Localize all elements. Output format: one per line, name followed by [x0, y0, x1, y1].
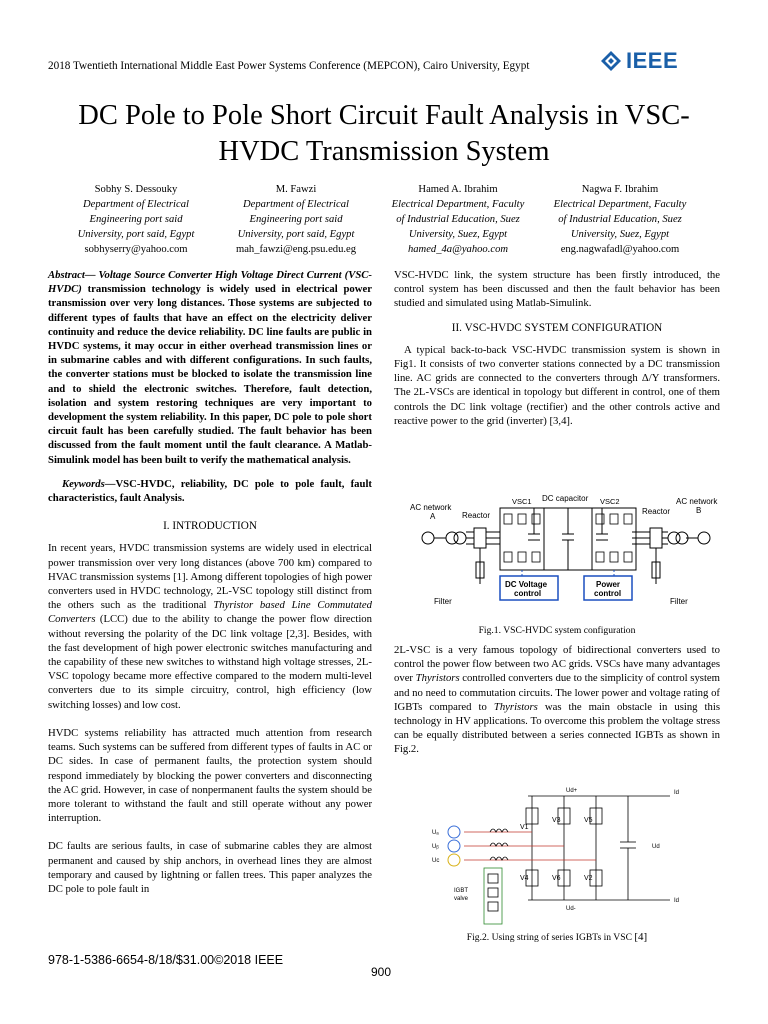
reactor-right-label: Reactor	[642, 507, 671, 516]
reactor-left-icon	[474, 528, 486, 548]
author-affiliation: University, Suez, Egypt	[570, 229, 670, 240]
reactor-left-label: Reactor	[462, 511, 491, 520]
italic-term: Thyristors	[493, 700, 538, 713]
author-email: eng.nagwafadl@yahoo.com	[560, 244, 680, 255]
intro-paragraph-1	[48, 541, 372, 711]
author-affiliation: Department of Electrical	[83, 199, 189, 210]
author-affiliation: Electrical Department, Faculty	[553, 199, 687, 210]
author-affiliation: of Industrial Education, Suez	[396, 214, 520, 225]
right-paragraph-continued: VSC-HVDC link, the system structure has been firstly introduced, the control system has been discussed and then the fault behavior has been studied and simulated using Matlab-Simulink.	[394, 269, 720, 310]
fig2-caption-ref: [4]	[634, 931, 648, 943]
igbt-valve-label: valve	[454, 896, 469, 902]
paper-title	[20, 98, 748, 170]
author-block-3	[370, 182, 546, 257]
switch-v1-label: V1	[520, 824, 529, 831]
abstract-body: transmission technology is widely used in electrical power transmission over very long distances. Those systems are subjected to different types of faults that have an effect on the electricity deliver continuity and reduce the device reliability. DC line faults are public in HVDC systems, it may occur in either overhead transmission lines or in submarine cables and with different configurations. In such faults, the converter stations must be blocked to isolate the transmission line and to shield the electronic switches. Therefore, fault detection, isolation and system restoring techniques are very important to development the system reliability. In this paper, DC pole to pole short circuit fault has been carefully studied. The fault behavior has been discussed from the fault moment until the fault clearance. A Matlab- Simulink model has been built to verify the mathematical analysis.	[48, 283, 372, 466]
fig1-vsc-hvdc-diagram	[404, 492, 730, 616]
igbt-paragraph	[394, 643, 720, 757]
keywords-label: Keywords	[62, 477, 105, 490]
dc-voltage-label: Ud	[652, 844, 660, 850]
intro-italic-term: Thyristor based Line Commutated Converters	[48, 599, 372, 626]
author-block-4	[532, 182, 708, 257]
ac-source-b-icon	[448, 840, 460, 852]
intro-text: In recent years, HVDC transmission systems are widely used in electrical power transmission over very long distances (above 700 km) compared to HVAC transmission systems [1]. Among different topologies of high power converters used in HVDC technology, 2L-VSC topology still distinct from the others such as the traditional	[48, 542, 372, 612]
fig2-series-igbt-diagram	[424, 782, 686, 928]
paragraph-text: was the main obstacle in using this technology in HV applications. To overcome this problem the voltage stress can be equally distributed between a series connected IGBTs as shown in Fig.2.	[394, 700, 720, 756]
page-number: 900	[371, 965, 392, 979]
ieee-logo	[600, 48, 678, 74]
author-name: M. Fawzi	[275, 184, 317, 195]
intro-paragraph-3: DC faults are serious faults, in case of submarine cables they are almost permanent and caused by ship anchors, in overhead lines they are almost temporary and caused by lightning or fallen trees. This paper analyzes the DC pole to pole fault in	[48, 840, 372, 895]
ac-source-right-icon	[698, 532, 710, 544]
keywords	[48, 477, 372, 505]
intro-text: (LCC) due to the ability to change the power flow direction without reversing the polarity of the DC link voltage [2,3]. Besides, with the fast development of high power electronic switches manufacturing and the capability of these new switches to withstand high voltage stresses, 2L-VSC topology became more effective compared to the modern multi-level converters due to its simple circuitry, control, high efficiency (low switching losses) and low cost.	[48, 613, 372, 711]
ac-source-a-icon	[448, 826, 460, 838]
dc-voltage-control-label: DC Voltage	[505, 580, 548, 589]
author-affiliation: Engineering port said	[249, 214, 343, 225]
fig2-caption	[394, 931, 720, 943]
section-heading-configuration: II. VSC-HVDC SYSTEM CONFIGURATION	[451, 321, 663, 334]
author-affiliation: of Industrial Education, Suez	[558, 214, 682, 225]
author-affiliation: Engineering port said	[89, 214, 183, 225]
paragraph-text: controlled converters due to the simplicity of control system and no need to commutation circuits. The lower power and voltage rating of IGBTs compared to	[394, 672, 720, 713]
author-block-1	[48, 182, 224, 257]
author-email: sobhyserry@yahoo.com	[84, 244, 188, 255]
author-affiliation: Electrical Department, Faculty	[391, 199, 525, 210]
ac-source-c-icon	[448, 854, 460, 866]
dc-capacitor-label: DC capacitor	[542, 494, 589, 503]
switch-v3-label: V3	[552, 817, 561, 824]
dc-current-top-label: Id	[674, 790, 680, 796]
author-affiliation: Department of Electrical	[243, 199, 349, 210]
vsc1-bridge	[500, 508, 544, 570]
switch-v5-label: V5	[584, 817, 593, 824]
filter-right-label: Filter	[670, 597, 688, 606]
author-affiliation: University, port said, Egypt	[237, 229, 355, 240]
ieee-logo-text: IEEE	[626, 48, 679, 73]
switch-v2-label: V2	[584, 875, 593, 882]
right-column-top	[394, 268, 720, 428]
italic-term: Thyristors	[415, 672, 460, 685]
section-heading-introduction: I. INTRODUCTION	[163, 520, 257, 533]
phase-a-label: Uₐ	[432, 830, 439, 836]
left-column	[48, 268, 372, 896]
fig2-caption-text: Fig.2. Using string of series IGBTs in VSC	[466, 932, 635, 943]
switch-v6-label: V6	[552, 875, 561, 882]
reactor-right-icon	[650, 528, 662, 548]
author-name: Sobhy S. Dessouky	[94, 184, 178, 195]
author-name: Hamed A. Ibrahim	[418, 184, 498, 195]
keywords-body: —VSC-HVDC, reliability, DC pole to pole fault, fault characteristics, fault Analysis.	[48, 477, 372, 505]
ac-network-b-letter: B	[696, 506, 702, 515]
author-email: mah_fawzi@eng.psu.edu.eg	[235, 244, 357, 255]
ac-source-left-icon	[422, 532, 434, 544]
power-control-label: Power	[596, 580, 621, 589]
ac-network-a-label: AC network	[410, 503, 452, 512]
author-affiliation: University, port said, Egypt	[77, 229, 195, 240]
ieee-diamond-icon	[600, 50, 622, 72]
dc-positive-label: Ud+	[566, 788, 578, 794]
author-block-2	[208, 182, 384, 257]
dc-voltage-control-label-2: control	[514, 589, 542, 598]
abstract-label: Abstract	[48, 269, 85, 281]
isbn-footer: 978-1-5386-6654-8/18/$31.00©2018 IEEE	[48, 953, 284, 967]
intro-paragraph-2: HVDC systems reliability has attracted much attention from research teams. Such systems can be suffered from different types of faults in AC or DC sides. In case of permanent faults, the protection system should respond immediately by blocking the power converters and disconnecting the AC grid. However, in case of nonpermanent faults the system should be more tolerant to withstand the fault and still operate without any power interruption.	[48, 726, 372, 825]
right-column-bottom	[394, 643, 720, 757]
dc-negative-label: Ud-	[566, 906, 576, 912]
author-affiliation: University, Suez, Egypt	[408, 229, 508, 240]
vsc2-label: VSC2	[600, 497, 620, 506]
author-email: hamed_4a@yahoo.com	[407, 244, 509, 255]
abstract	[48, 268, 372, 467]
configuration-paragraph: A typical back-to-back VSC-HVDC transmission system is shown in Fig1. It consists of two converter stations connected by a DC transmission line. AC grids are connected to the converters through Δ/Y transformers. The 2L-VSCs are identical in topology but different in control, one of them controls the DC link voltage (rectifier) and the other controls active and reactive power to the grid (inverter) [3,4].	[394, 343, 720, 427]
vsc2-bridge	[592, 508, 636, 570]
power-control-label-2: control	[594, 589, 622, 598]
ac-network-a-letter: A	[430, 512, 436, 521]
title-line-1: DC Pole to Pole Short Circuit Fault Analysis in VSC-	[78, 100, 690, 131]
fig1-caption: Fig.1. VSC-HVDC system configuration	[478, 625, 636, 636]
paragraph-text: 2L-VSC is a very famous topology of bidirectional converters used to control the power flow between two AC grids. VSCs have many advantages over	[394, 644, 720, 685]
vsc1-label: VSC1	[512, 497, 532, 506]
conference-header: 2018 Twentieth International Middle East Power Systems Conference (MEPCON), Cairo University, Egypt	[48, 60, 530, 72]
dc-current-bottom-label: Id	[674, 898, 680, 904]
title-line-2: HVDC Transmission System	[218, 136, 550, 167]
igbt-label: IGBT	[454, 888, 469, 894]
phase-b-label: Uᵦ	[432, 844, 439, 850]
switch-v4-label: V4	[520, 875, 529, 882]
abstract-lead: — Voltage Source Converter High Voltage Direct Current (VSC-HVDC)	[48, 269, 372, 296]
phase-c-label: Uc	[432, 858, 440, 864]
filter-left-label: Filter	[434, 597, 452, 606]
ac-network-b-label: AC network	[676, 497, 718, 506]
author-name: Nagwa F. Ibrahim	[581, 184, 659, 195]
